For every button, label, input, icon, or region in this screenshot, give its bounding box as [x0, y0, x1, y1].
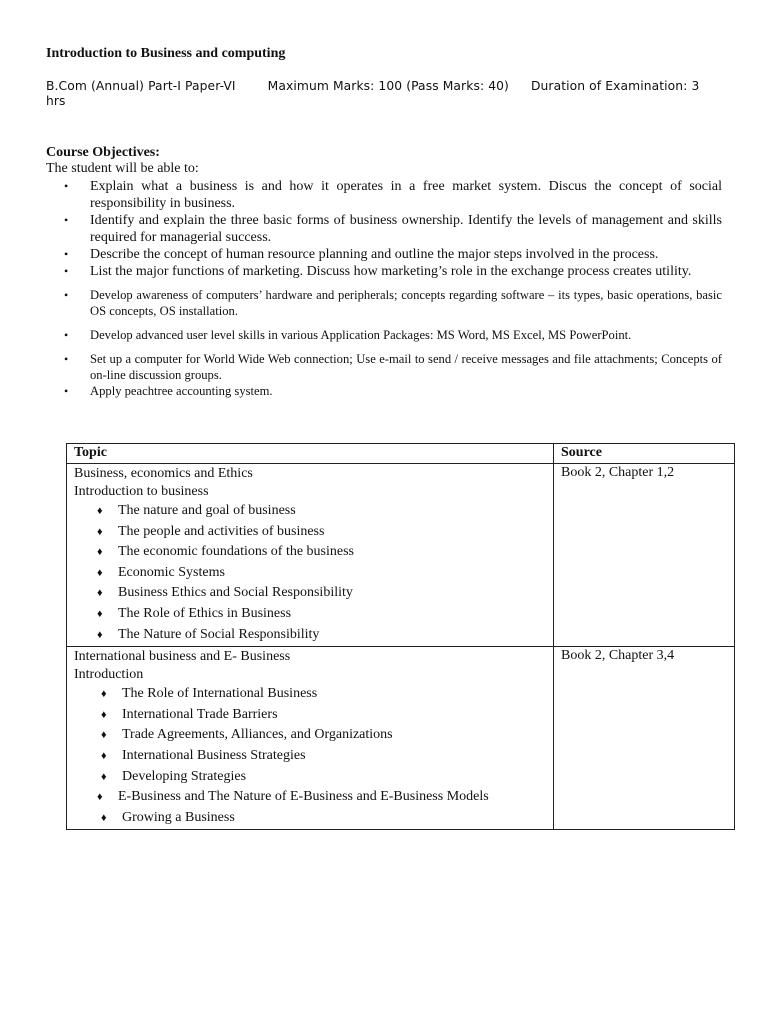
bullet-icon: • — [64, 179, 69, 193]
objective-item: • Develop awareness of computers’ hardware and peripherals; concepts regarding software – its types, basic operations, basic OS concepts, OS installation. — [64, 288, 722, 318]
topic-list — [74, 684, 546, 828]
list-item: ♦ The Nature of Social Responsibility — [74, 625, 546, 646]
exam-duration: Duration of Examination: 3 hrs — [46, 79, 700, 108]
column-header-topic: Topic — [67, 444, 554, 464]
objective-item: • Develop advanced user level skills in various Application Packages: MS Word, MS Excel, MS PowerPoint. — [64, 328, 632, 342]
bullet-icon: • — [64, 247, 69, 261]
diamond-bullet-icon: ♦ — [97, 628, 103, 641]
diamond-bullet-icon: ♦ — [97, 505, 103, 517]
list-item: ♦ The economic foundations of the business — [74, 542, 546, 563]
bullet-icon: • — [64, 328, 69, 342]
topic-heading: International business and E- Business — [74, 649, 291, 665]
topic-subheading: Introduction to business — [74, 484, 209, 499]
diamond-bullet-icon: ♦ — [97, 587, 103, 600]
table-header-row — [67, 444, 735, 464]
topic-list — [74, 501, 546, 645]
document-title: Introduction to Business and computing — [46, 46, 286, 61]
syllabus-table — [66, 443, 735, 830]
list-item: ♦ The people and activities of business — [74, 522, 546, 543]
bullet-icon: • — [64, 264, 69, 278]
bullet-icon: • — [64, 384, 69, 398]
objectives-list — [46, 178, 722, 399]
list-item: ♦ The nature and goal of business — [74, 501, 546, 522]
objective-item: • List the major functions of marketing. Discuss how marketing’s role in the exchange process creates utility. — [64, 264, 692, 279]
diamond-bullet-icon: ♦ — [97, 525, 103, 538]
diamond-bullet-icon: ♦ — [101, 811, 107, 824]
objective-item: • Identify and explain the three basic forms of business ownership. Identify the levels of management and skills required for managerial success. — [64, 213, 722, 245]
source-cell: Book 2, Chapter 3,4 — [554, 647, 735, 830]
objectives-intro: The student will be able to: — [46, 161, 199, 176]
diamond-bullet-icon: ♦ — [101, 688, 107, 701]
objectives-heading: Course Objectives: — [46, 145, 160, 160]
topic-cell — [67, 647, 554, 830]
list-item: ♦ International Business Strategies — [74, 746, 546, 767]
list-item: ♦ Growing a Business — [74, 808, 546, 829]
list-item: ♦ The Role of International Business — [74, 684, 546, 705]
objective-item: • Describe the concept of human resource planning and outline the major steps involved in the process. — [64, 247, 659, 262]
column-header-source: Source — [554, 444, 735, 464]
objective-item: • Set up a computer for World Wide Web connection; Use e-mail to send / receive messages and file attachments; Concepts of on-line discussion groups. — [64, 352, 722, 382]
bullet-icon: • — [64, 352, 69, 366]
list-item: ♦ International Trade Barriers — [74, 705, 546, 726]
topic-heading: Business, economics and Ethics — [74, 466, 253, 481]
source-cell: Book 2, Chapter 1,2 — [554, 464, 735, 647]
topic-cell — [67, 464, 554, 647]
topic-subheading: Introduction — [74, 667, 144, 683]
diamond-bullet-icon: ♦ — [97, 566, 103, 579]
diamond-bullet-icon: ♦ — [97, 607, 103, 620]
list-item: ♦ Business Ethics and Social Responsibility — [74, 583, 546, 604]
diamond-bullet-icon: ♦ — [101, 708, 107, 721]
course-meta-line — [46, 79, 722, 109]
diamond-bullet-icon: ♦ — [101, 770, 107, 783]
table-row — [67, 464, 735, 647]
list-item: ♦ Trade Agreements, Alliances, and Organizations — [74, 725, 546, 746]
diamond-bullet-icon: ♦ — [101, 749, 107, 762]
list-item: ♦ Developing Strategies — [74, 767, 546, 788]
objective-item: • Apply peachtree accounting system. — [64, 384, 273, 398]
objective-item: • Explain what a business is and how it operates in a free market system. Discus the concept of social responsibility in business. — [64, 179, 722, 211]
maximum-marks: Maximum Marks: 100 (Pass Marks: 40) — [267, 79, 509, 93]
table-row — [67, 647, 735, 830]
diamond-bullet-icon: ♦ — [97, 546, 103, 559]
list-item: ♦ E-Business and The Nature of E-Business and E-Business Models — [74, 787, 546, 808]
course-name: B.Com (Annual) Part-I Paper-VI — [46, 79, 236, 93]
diamond-bullet-icon: ♦ — [101, 729, 107, 742]
list-item: ♦ Economic Systems — [74, 563, 546, 584]
diamond-bullet-icon: ♦ — [97, 791, 103, 804]
bullet-icon: • — [64, 288, 69, 302]
bullet-icon: • — [64, 213, 69, 227]
list-item: ♦ The Role of Ethics in Business — [74, 604, 546, 625]
